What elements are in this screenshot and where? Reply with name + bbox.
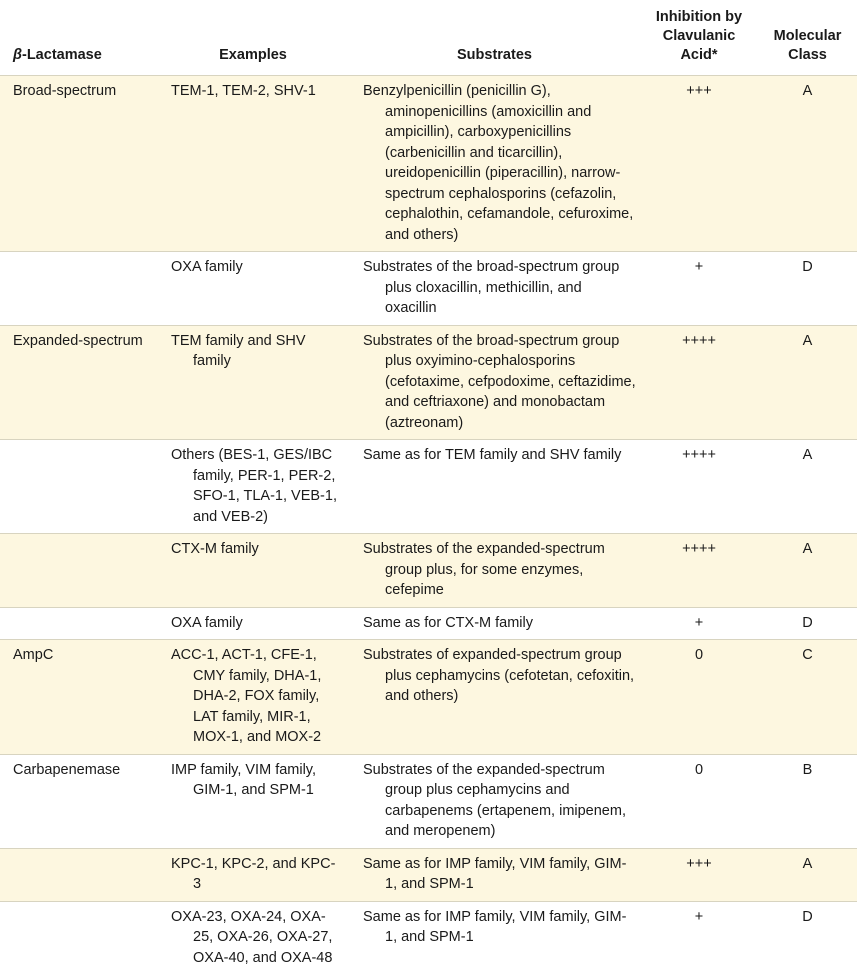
cell-substrates [349, 754, 640, 848]
examples-text: OXA family [171, 614, 243, 631]
cell-examples [157, 76, 349, 252]
substrates-text: Substrates of the broad-spectrum group plus cloxacillin, methicillin, and oxacillin [363, 259, 620, 316]
cell-molecular-class: C [758, 640, 857, 755]
cell-molecular-class: A [758, 76, 857, 252]
substrates-text: Substrates of expanded-spectrum group plus cephamycins (cefotetan, cefoxitin, and others) [363, 647, 635, 704]
cell-inhibition: + [640, 252, 758, 326]
examples-text: OXA-23, OXA-24, OXA-25, OXA-26, OXA-27, OXA-40, and OXA-48 [171, 908, 333, 966]
cell-inhibition: 0 [640, 754, 758, 848]
cell-inhibition: ++++ [640, 325, 758, 440]
cell-lactamase [0, 607, 157, 640]
header-inhibition-line2: Clavulanic Acid* [662, 28, 736, 63]
examples-text: TEM family and SHV family [171, 332, 306, 369]
table-row [0, 76, 857, 252]
cell-examples [157, 252, 349, 326]
table-row [0, 640, 857, 755]
examples-text: TEM-1, TEM-2, SHV-1 [171, 83, 316, 99]
cell-lactamase: Expanded-spectrum [0, 325, 157, 440]
examples-text: ACC-1, ACT-1, CFE-1, CMY family, DHA-1, DHA-2, FOX family, LAT family, MIR-1, MOX-1, and MOX-2 [171, 647, 322, 745]
cell-inhibition: ++++ [640, 534, 758, 608]
examples-text: OXA family [171, 259, 243, 275]
cell-lactamase [0, 440, 157, 534]
substrates-text: Same as for IMP family, VIM family, GIM-1, and SPM-1 [363, 908, 627, 945]
examples-text: Others (BES-1, GES/IBC family, PER-1, PER-2, SFO-1, TLA-1, VEB-1, and VEB-2) [171, 447, 337, 525]
cell-inhibition: + [640, 901, 758, 974]
substrates-text: Same as for IMP family, VIM family, GIM-1, and SPM-1 [363, 855, 627, 892]
header-examples: Examples [157, 0, 349, 76]
cell-examples [157, 754, 349, 848]
substrates-text: Substrates of the expanded-spectrum group plus, for some enzymes, cefepime [363, 541, 605, 598]
cell-molecular-class: D [758, 252, 857, 326]
cell-examples [157, 534, 349, 608]
substrates-text: Same as for CTX-M family [363, 614, 533, 631]
cell-substrates [349, 534, 640, 608]
table-row [0, 440, 857, 534]
cell-lactamase [0, 848, 157, 901]
cell-substrates [349, 640, 640, 755]
examples-text: KPC-1, KPC-2, and KPC-3 [171, 855, 336, 892]
table-row [0, 325, 857, 440]
header-molecular-line2: Class [788, 47, 827, 63]
header-beta-symbol: β [13, 47, 22, 63]
examples-text: CTX-M family [171, 541, 259, 557]
header-inhibition-line1: Inhibition by [655, 9, 743, 25]
cell-inhibition: +++ [640, 76, 758, 252]
cell-substrates [349, 325, 640, 440]
cell-examples [157, 901, 349, 974]
cell-substrates [349, 848, 640, 901]
cell-substrates [349, 252, 640, 326]
cell-molecular-class: A [758, 440, 857, 534]
cell-substrates [349, 440, 640, 534]
cell-molecular-class: A [758, 848, 857, 901]
header-inhibition [640, 0, 758, 76]
cell-examples [157, 440, 349, 534]
table-row [0, 754, 857, 848]
cell-inhibition: +++ [640, 848, 758, 901]
cell-examples [157, 607, 349, 640]
cell-examples [157, 640, 349, 755]
cell-inhibition: + [640, 607, 758, 640]
cell-lactamase: AmpC [0, 640, 157, 755]
cell-lactamase [0, 901, 157, 974]
cell-lactamase: Carbapenemase [0, 754, 157, 848]
cell-molecular-class: A [758, 325, 857, 440]
cell-substrates [349, 901, 640, 974]
header-lactamase [0, 0, 157, 76]
examples-text: IMP family, VIM family, GIM-1, and SPM-1 [171, 761, 317, 798]
cell-molecular-class: D [758, 607, 857, 640]
table-row [0, 901, 857, 974]
cell-molecular-class: B [758, 754, 857, 848]
table-row [0, 534, 857, 608]
cell-substrates [349, 607, 640, 640]
table-header-row [0, 0, 857, 76]
cell-lactamase [0, 252, 157, 326]
table-row [0, 848, 857, 901]
cell-examples [157, 848, 349, 901]
cell-substrates [349, 76, 640, 252]
table-row [0, 252, 857, 326]
substrates-text: Benzylpenicillin (penicillin G), aminopenicillins (amoxicillin and ampicillin), carboxypenicillins (carbenicillin and ticarcillin), ureidopenicillin (piperacillin), narrow-spectrum cephalosporins (cefazolin, cephalothin, cefamandole, cefuroxime, and others) [363, 83, 634, 243]
header-molecular-line1: Molecular [773, 28, 842, 44]
cell-lactamase: Broad-spectrum [0, 76, 157, 252]
cell-molecular-class: D [758, 901, 857, 974]
header-lactamase-text: -Lactamase [22, 47, 102, 63]
header-substrates: Substrates [349, 0, 640, 76]
cell-examples [157, 325, 349, 440]
substrates-text: Substrates of the broad-spectrum group plus oxyimino-cephalosporins (cefotaxime, cefpodoxime, ceftazidime, and ceftriaxone) and monobactam (aztreonam) [363, 332, 636, 431]
cell-molecular-class: A [758, 534, 857, 608]
cell-inhibition: 0 [640, 640, 758, 755]
header-molecular-class [758, 0, 857, 76]
cell-lactamase [0, 534, 157, 608]
cell-inhibition: ++++ [640, 440, 758, 534]
substrates-text: Substrates of the expanded-spectrum group plus cephamycins and carbapenems (ertapenem, imipenem, and meropenem) [363, 761, 626, 839]
table-row [0, 607, 857, 640]
substrates-text: Same as for TEM family and SHV family [363, 447, 622, 463]
